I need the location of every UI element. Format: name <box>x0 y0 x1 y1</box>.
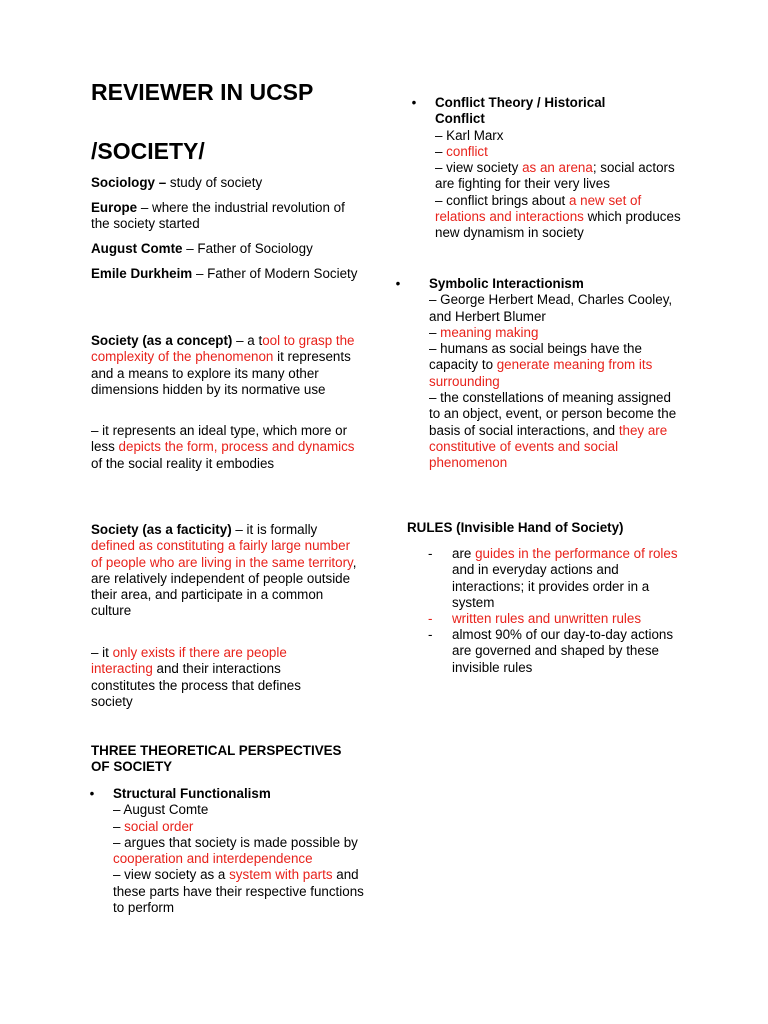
conflict-line-4: – conflict brings about a new set of relations and interactions which produces new dynamism in society <box>435 192 681 241</box>
rules-item-3: almost 90% of our day-to-day actions are governed and shaped by these invisible rules <box>452 627 674 675</box>
symbolic-line-2: – meaning making <box>429 324 539 340</box>
symbolic-line-1: – George Herbert Mead, Charles Cooley, and Herbert Blumer <box>429 292 673 324</box>
symbolic-line-4: – the constellations of meaning assigned to an object, event, or person become the basis of social interactions, and they are constitutive of events and social phenomenon <box>429 390 677 471</box>
functionalism-title: Structural Functionalism <box>113 786 271 801</box>
list-dash: - <box>428 546 433 561</box>
rules-item-2: written rules and unwritten rules <box>452 611 642 626</box>
society-concept-p2: – it represents an ideal type, which more or less depicts the form, process and dynamics of the social reality it embodies <box>91 423 355 471</box>
conflict-line-1: – Karl Marx <box>435 127 504 143</box>
definition-comte: August Comte – Father of Sociology <box>91 241 313 256</box>
conflict-line-3: – view society as an arena; social actors are fighting for their very lives <box>435 160 675 192</box>
bullet-marker: • <box>395 276 401 291</box>
functionalism-line-2: – social order <box>113 818 194 834</box>
society-facticity-p1: Society (as a facticity) – it is formally defined as constituting a fairly large number of people who are living in the same territory, are relatively independent of people outside their area, and participate in a common culture <box>91 522 357 619</box>
list-dash: - <box>428 627 433 642</box>
conflict-title: Conflict Theory / Historical Conflict <box>435 95 606 127</box>
page-subtitle: /SOCIETY/ <box>91 138 205 164</box>
society-concept-p1: Society (as a concept) – a tool to grasp the complexity of the phenomenon it represents and a means to explore its many other dimensions hidden by its normative use <box>91 333 355 397</box>
perspectives-heading: THREE THEORETICAL PERSPECTIVES OF SOCIETY <box>91 743 342 775</box>
list-dash: - <box>428 611 433 626</box>
society-facticity-p2: – it only exists if there are people interacting and their interactions constitutes the process that defines society <box>91 645 301 709</box>
rules-item-1: are guides in the performance of roles and in everyday actions and interactions; it provides order in a system <box>452 546 678 610</box>
definition-europe: Europe – where the industrial revolution of the society started <box>91 200 345 232</box>
definition-sociology: Sociology – study of society <box>91 175 263 190</box>
functionalism-line-3: – argues that society is made possible by cooperation and interdependence <box>113 834 358 867</box>
definition-durkheim: Emile Durkheim – Father of Modern Society <box>91 266 358 281</box>
symbolic-line-3: – humans as social beings have the capacity to generate meaning from its surrounding <box>429 341 653 389</box>
symbolic-title: Symbolic Interactionism <box>429 276 584 291</box>
functionalism-line-4: – view society as a system with parts and these parts have their respective functions to perform <box>113 867 364 916</box>
functionalism-line-1: – August Comte <box>113 802 209 818</box>
bullet-marker: • <box>89 786 95 801</box>
rules-heading: RULES (Invisible Hand of Society) <box>407 520 624 535</box>
page-title: REVIEWER IN UCSP <box>91 79 314 105</box>
bullet-marker: • <box>411 95 417 110</box>
conflict-line-2: – conflict <box>435 143 488 159</box>
